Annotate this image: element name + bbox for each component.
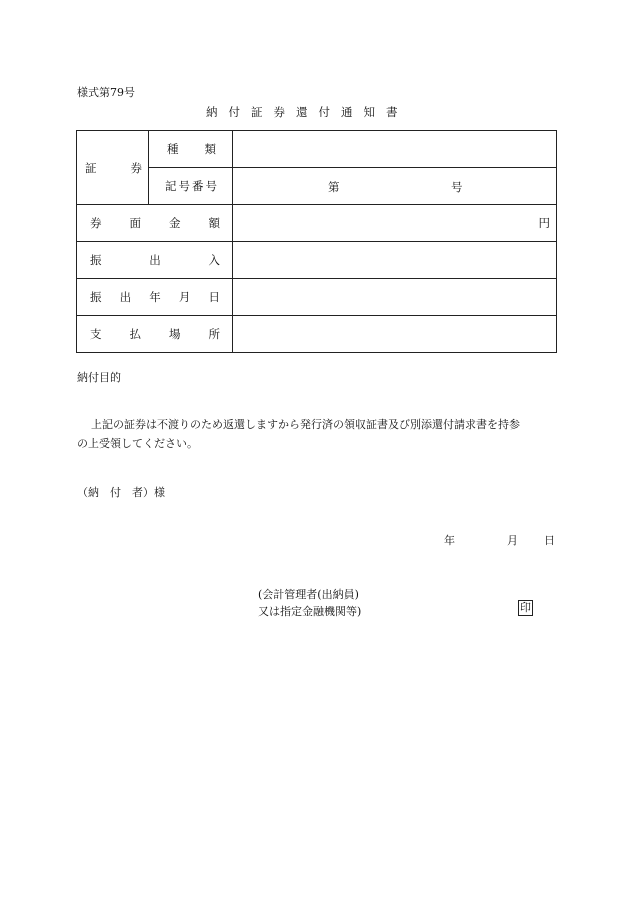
drawer-label-char: 振 — [90, 253, 102, 267]
issue-date-label-char: 出 — [119, 290, 132, 304]
body-text-line-1: 上記の証券は不渡りのため返還しますから発行済の領収証書及び別添還付請求書を持参 — [91, 418, 520, 431]
serial-go: 号 — [451, 180, 463, 194]
type-label-char: 類 — [204, 142, 216, 156]
yen-unit: 円 — [538, 216, 550, 230]
date-line — [444, 532, 555, 548]
type-label-char: 種 — [167, 142, 179, 156]
date-day: 日 — [544, 534, 555, 547]
purpose-label: 納付目的 — [77, 371, 121, 384]
securities-table — [76, 130, 557, 353]
payer-name: （納 付 者）様 — [77, 486, 165, 499]
drawer-label-char: 出 — [149, 253, 161, 267]
document-title: 納付証券還付通知書 — [206, 105, 409, 119]
issue-date-label-cell — [77, 279, 233, 316]
drawer-value-cell[interactable] — [233, 242, 557, 279]
face-amount-label-char: 額 — [208, 216, 220, 230]
securities-label-char: 証 — [85, 160, 97, 175]
serial-label-cell — [149, 168, 233, 205]
face-amount-label-char: 券 — [90, 216, 102, 230]
issue-date-label-char: 日 — [208, 290, 220, 304]
securities-label-cell — [77, 131, 149, 205]
payment-place-label-char: 支 — [90, 327, 102, 341]
issue-date-label-char: 年 — [149, 290, 161, 304]
payment-place-value-cell[interactable] — [233, 316, 557, 353]
type-label-cell — [149, 131, 233, 168]
issue-date-value-cell[interactable] — [233, 279, 557, 316]
type-value-cell[interactable] — [233, 131, 557, 168]
issue-date-label-char: 振 — [90, 290, 102, 304]
date-year: 年 — [444, 534, 455, 547]
face-amount-label-cell — [77, 205, 233, 242]
serial-value-cell[interactable] — [233, 168, 557, 205]
drawer-label-cell — [77, 242, 233, 279]
issuer-line-1: (会計管理者(出納員) — [258, 588, 359, 601]
serial-label: 記号番号 — [165, 179, 219, 193]
payment-place-label-char: 払 — [129, 327, 141, 341]
serial-dai: 第 — [328, 180, 340, 194]
drawer-label-char: 入 — [208, 253, 220, 267]
date-month: 月 — [507, 534, 518, 547]
face-amount-label-char: 金 — [169, 216, 181, 230]
body-text-line-2: の上受領してください。 — [77, 437, 198, 450]
face-amount-label-char: 面 — [129, 216, 141, 230]
issuer-line-2: 又は指定金融機関等) — [258, 605, 362, 618]
securities-label-char: 券 — [130, 160, 142, 175]
payment-place-label-char: 所 — [208, 327, 220, 341]
issue-date-label-char: 月 — [178, 290, 191, 304]
payment-place-label-char: 場 — [169, 327, 181, 341]
seal-stamp: 印 — [520, 601, 531, 614]
payment-place-label-cell — [77, 316, 233, 353]
form-number: 様式第79号 — [77, 86, 135, 99]
face-amount-value-cell[interactable] — [233, 205, 557, 242]
